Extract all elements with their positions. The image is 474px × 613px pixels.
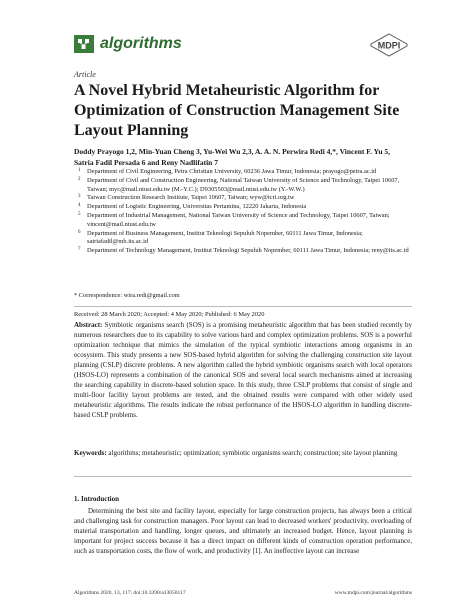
- affiliation-item: [74, 203, 414, 212]
- correspondence: * Correspondence: wira.redi@gmail.com: [74, 292, 180, 299]
- affiliation-text: Department of Civil and Construction Engineering, National Taiwan University of Science and Technology, Taipei 10607, Taiwan; myc@mail.ntust.edu.tw (M.-Y.C.); D9305503@mail.ntust.edu.tw (Y.-W.W.): [87, 176, 400, 193]
- paper-title: A Novel Hybrid Metaheuristic Algorithm for Optimization of Construction Management Site Layout Planning: [74, 82, 400, 139]
- citation-footer: Algorithms 2020, 13, 117; doi:10.3390/a13050117: [74, 590, 186, 596]
- abstract: [74, 320, 412, 420]
- affiliation-number: 1: [78, 168, 81, 173]
- journal-logo: [74, 35, 182, 53]
- mdpi-logo-icon: [368, 33, 410, 62]
- affiliation-number: 3: [78, 194, 81, 200]
- affiliation-item: [74, 177, 414, 195]
- keywords: [74, 448, 412, 458]
- affiliation-text: Department of Civil Engineering, Petra Christian University, 60236 Jawa Timur, Indonesia; prayogo@petra.ac.id: [87, 168, 377, 175]
- affiliation-text: Department of Business Management, Institut Teknologi Sepuluh Nopember, 60111 Jawa Timur, Indonesia; satriafadil@mb.its.ac.id: [87, 229, 363, 246]
- author-list: Doddy Prayogo 1,2, Min-Yuan Cheng 3, Yu-Wei Wu 2,3, A. A. N. Perwira Redi 4,*, Vincent F. Yu 5, Satria Fadil Persada 6 and Reny Nadlifatin 7: [74, 147, 391, 167]
- keywords-text: algorithms; metaheuristic; optimization; symbiotic organisms search; construction; site layout planning: [108, 449, 398, 457]
- section-divider: [74, 476, 412, 477]
- affiliation-number: 4: [78, 203, 81, 209]
- affiliation-text: Department of Logistic Engineering, Universitas Pertamina, 12220 Jakarta, Indonesia: [87, 203, 307, 211]
- affiliation-item: [74, 230, 414, 248]
- abstract-label: Abstract:: [74, 321, 103, 329]
- affiliation-item: [74, 212, 414, 230]
- abstract-text: Symbiotic organisms search (SOS) is a promising metaheuristic algorithm that has been studied recently by numerous researchers due to its capability to solve various hard and complex optimization problems. SOS is a powerful optimization technique that mimics the simulation of the typical symbiotic interactions among organisms in an ecosystem. This study presents a new SOS-based hybrid algorithm for solving the challenging construction site layout planning (CSLP) discrete problems. A new algorithm called the hybrid symbiotic organisms search with local operators (HSOS-LO) represents a combination of the canonical SOS and several local search mechanisms aimed at increasing the searching capability in discrete-based solution space. In this study, three CSLP problems that consist of single and multi-floor facility layout problems are tested, and the obtained results were compared with other widely used metaheuristic algorithms. The results indicate the robust performance of the HSOS-LO algorithm in handling discrete-based CSLP problems.: [74, 321, 413, 419]
- algorithms-logo-icon: [74, 35, 94, 53]
- affiliation-item: [74, 168, 414, 177]
- affiliation-item: [74, 194, 414, 203]
- affiliation-number: 6: [78, 229, 81, 235]
- keywords-label: Keywords:: [74, 449, 107, 457]
- affiliation-number: 2: [78, 176, 81, 182]
- affiliation-item: [74, 247, 414, 256]
- article-type: Article: [74, 70, 96, 79]
- introduction-text: Determining the best site and facility layout, especially for large construction projects, has always been a critical and challenging task for construction managers. Poor layout can lead to decreased workers' productivity, overloading of material transportation and handling, longer queues, and ultimately an increased budget. Hence, layout planning is important for project success because it has a direct impact on different kinds of construction operation performance, such as transportation costs, the flow of work, and productivity [1]. An ineffective layout can increase: [74, 507, 412, 555]
- affiliation-list: [74, 168, 414, 256]
- journal-name: algorithms: [100, 35, 182, 52]
- affiliation-number: 5: [78, 211, 81, 217]
- journal-url-footer[interactable]: www.mdpi.com/journal/algorithms: [334, 590, 412, 596]
- publisher-name: MDPI: [377, 40, 401, 51]
- affiliation-text: Department of Technology Management, Institut Teknologi Sepuluh Nopember, 60111 Jawa Timur, Indonesia; reny@its.ac.id: [87, 247, 409, 255]
- affiliation-number: 7: [78, 247, 81, 253]
- affiliation-text: Department of Industrial Management, National Taiwan University of Science and Technology, Taipei 10607, Taiwan; vincent@mail.ntust.edu.tw: [87, 211, 390, 228]
- affiliation-text: Taiwan Construction Research Institute, Taipei 10607, Taiwan; wyw@tcri.org.tw: [87, 194, 295, 202]
- publication-dates: Received: 28 March 2020; Accepted: 4 May 2020; Published: 6 May 2020: [74, 306, 412, 318]
- introduction-heading: 1. Introduction: [74, 495, 119, 503]
